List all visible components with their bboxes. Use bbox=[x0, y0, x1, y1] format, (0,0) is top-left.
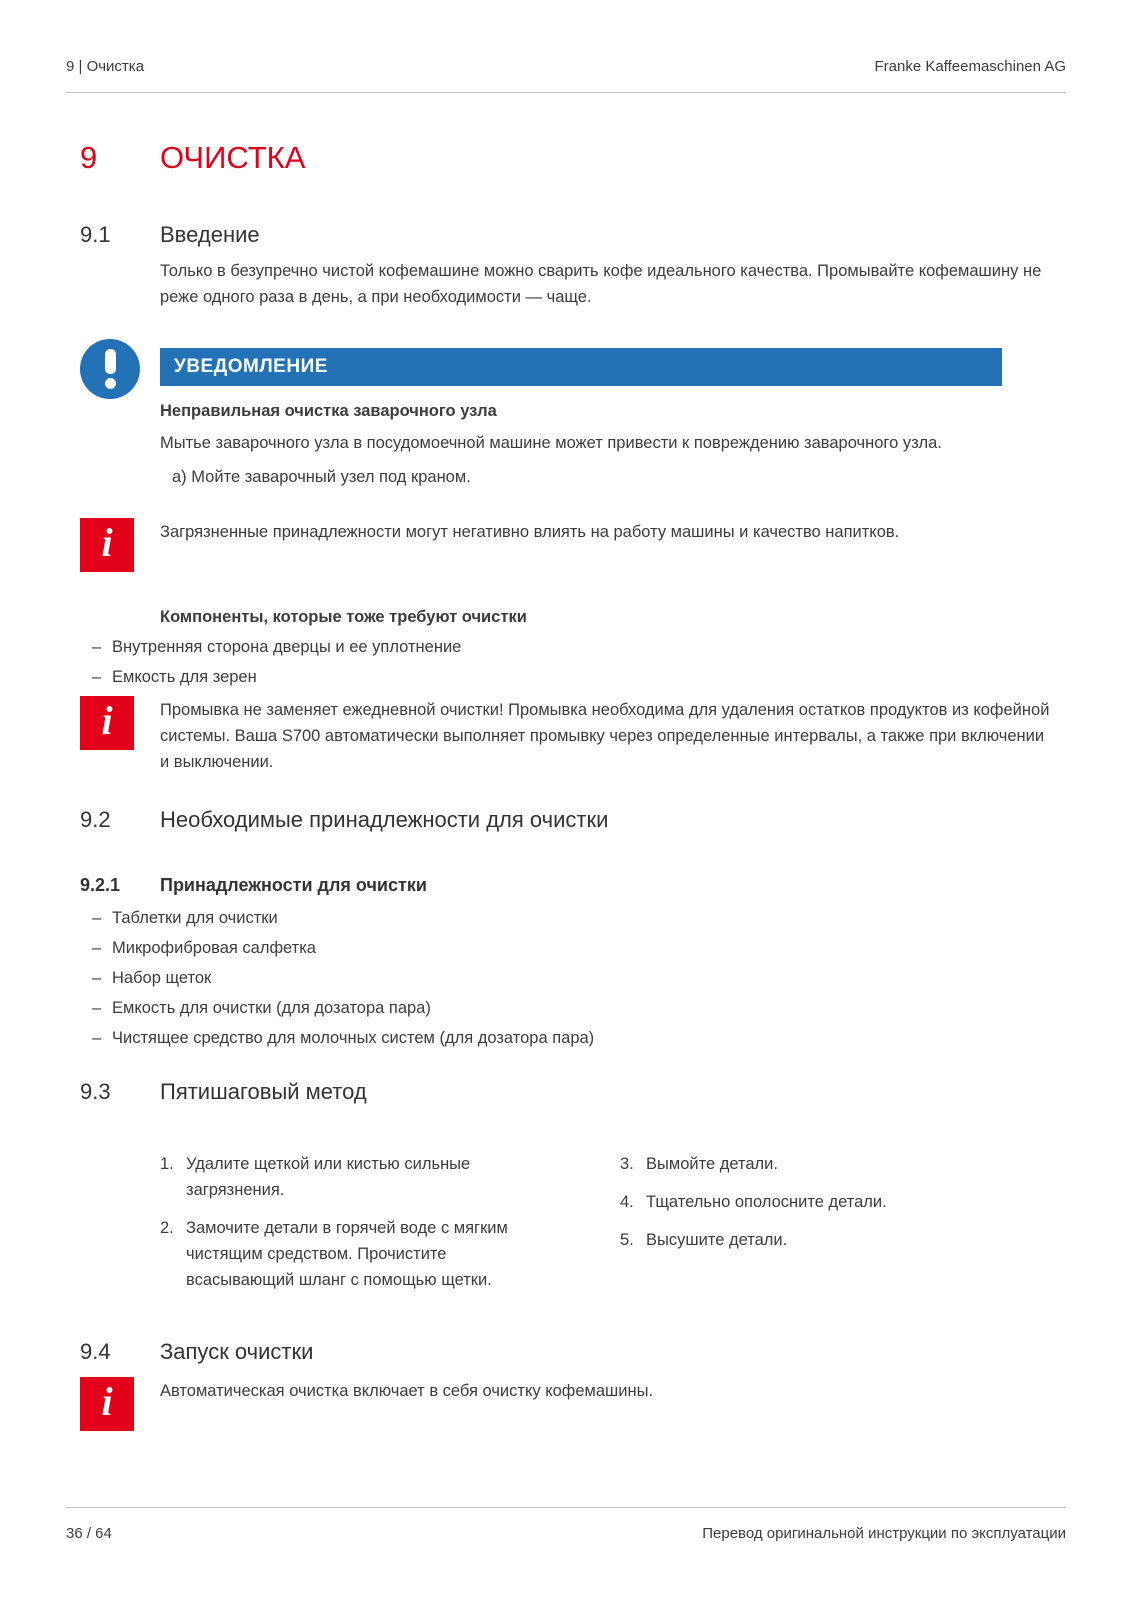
info-note-1-text: Загрязненные принадлежности могут негативно влиять на работу машины и качество напитков. bbox=[160, 523, 900, 541]
info-icon-glyph: i bbox=[101, 1379, 113, 1424]
step-item bbox=[160, 1215, 540, 1293]
accessories-list-item-text: Емкость для очистки (для дозатора пара) bbox=[112, 999, 431, 1017]
notice-banner bbox=[160, 348, 1002, 386]
info-icon bbox=[80, 518, 134, 572]
notice-action: a) Мойте заварочный узел под краном. bbox=[172, 468, 471, 486]
page-header bbox=[66, 0, 1066, 93]
step-item bbox=[160, 1151, 540, 1203]
components-list-item bbox=[92, 664, 1052, 690]
step-item bbox=[620, 1189, 1052, 1215]
step-number: 5. bbox=[620, 1231, 634, 1249]
info-note-3 bbox=[80, 1377, 1052, 1431]
steps-left-column bbox=[160, 1151, 620, 1305]
page-footer bbox=[66, 1507, 1066, 1544]
section-9-1-number: 9.1 bbox=[80, 222, 111, 247]
step-number: 2. bbox=[160, 1219, 174, 1237]
five-step-method bbox=[160, 1151, 1052, 1305]
chapter-number: 9 bbox=[80, 140, 98, 175]
dash-marker: – bbox=[92, 969, 102, 987]
exclamation-icon bbox=[80, 339, 140, 399]
info-icon-glyph: i bbox=[101, 520, 113, 565]
chapter-title: ОЧИСТКА bbox=[160, 140, 306, 175]
info-icon-glyph: i bbox=[101, 698, 113, 743]
section-9-1-title: Введение bbox=[160, 222, 260, 247]
step-text: Удалите щеткой или кистью сильные загрязнения. bbox=[186, 1155, 471, 1199]
step-text: Тщательно ополосните детали. bbox=[646, 1193, 887, 1211]
section-9-3-heading bbox=[80, 1079, 1052, 1105]
info-note-2 bbox=[80, 696, 1052, 775]
notice-block bbox=[80, 348, 1052, 490]
accessories-list-item bbox=[92, 965, 1052, 991]
accessories-list-item-text: Микрофибровая салфетка bbox=[112, 939, 316, 957]
info-note-2-text: Промывка не заменяет ежедневной очистки! Промывка необходима для удаления остатков продуктов из кофейной системы. Ваша S700 автоматически выполняет промывку через определенные интервалы, а также при включении и выключении. bbox=[160, 701, 1050, 771]
step-text: Вымойте детали. bbox=[646, 1155, 778, 1173]
accessories-list-item-text: Таблетки для очистки bbox=[112, 909, 278, 927]
dash-marker: – bbox=[92, 1029, 102, 1047]
accessories-list-item bbox=[92, 995, 1052, 1021]
step-item bbox=[620, 1151, 1052, 1177]
section-9-2-1-number: 9.2.1 bbox=[80, 875, 121, 895]
page-number: 36 / 64 bbox=[66, 1525, 112, 1542]
info-icon-column bbox=[80, 696, 160, 750]
info-icon bbox=[80, 1377, 134, 1431]
notice-text: Мытье заварочного узла в посудомоечной машине может привести к повреждению заварочного узла. bbox=[160, 434, 942, 452]
dash-marker: – bbox=[92, 638, 102, 656]
notice-banner-label: УВЕДОМЛЕНИЕ bbox=[174, 356, 328, 377]
footer-note: Перевод оригинальной инструкции по эксплуатации bbox=[702, 1525, 1066, 1542]
accessories-list-item bbox=[92, 935, 1052, 961]
step-text: Высушите детали. bbox=[646, 1231, 788, 1249]
dash-marker: – bbox=[92, 939, 102, 957]
page-content bbox=[80, 140, 1052, 1431]
step-number: 3. bbox=[620, 1155, 634, 1173]
accessories-list-item-text: Набор щеток bbox=[112, 969, 212, 987]
components-list-item bbox=[92, 634, 1052, 660]
step-item bbox=[620, 1227, 1052, 1253]
section-9-3-title: Пятишаговый метод bbox=[160, 1079, 367, 1104]
section-9-2-number: 9.2 bbox=[80, 807, 111, 832]
info-icon-column bbox=[80, 518, 160, 572]
info-icon-column bbox=[80, 1377, 160, 1431]
section-9-1-heading bbox=[80, 222, 1052, 248]
step-text: Замочите детали в горячей воде с мягким чистящим средством. Прочистите всасывающий шланг с помощью щетки. bbox=[186, 1219, 508, 1289]
step-number: 1. bbox=[160, 1155, 174, 1173]
header-company-label: Franke Kaffeemaschinen AG bbox=[874, 58, 1066, 75]
components-list-item-text: Емкость для зерен bbox=[112, 668, 257, 686]
section-9-2-title: Необходимые принадлежности для очистки bbox=[160, 807, 609, 832]
accessories-list bbox=[92, 905, 1052, 1051]
section-9-3-number: 9.3 bbox=[80, 1079, 111, 1104]
components-list bbox=[92, 634, 1052, 690]
info-note-1 bbox=[80, 518, 1052, 572]
section-9-2-heading bbox=[80, 807, 1052, 833]
components-list-item-text: Внутренняя сторона дверцы и ее уплотнение bbox=[112, 638, 462, 656]
dash-marker: – bbox=[92, 668, 102, 686]
dash-marker: – bbox=[92, 999, 102, 1017]
intro-paragraph: Только в безупречно чистой кофемашине можно сварить кофе идеального качества. Промывайте кофемашину не реже одного раза в день, а при необходимости — чаще. bbox=[160, 262, 1042, 306]
notice-body bbox=[160, 348, 1052, 490]
accessories-list-item bbox=[92, 1025, 1052, 1051]
info-icon bbox=[80, 696, 134, 750]
section-9-2-1-heading bbox=[80, 873, 1052, 897]
notice-subtitle: Неправильная очистка заварочного узла bbox=[160, 402, 497, 420]
section-9-4-title: Запуск очистки bbox=[160, 1339, 314, 1364]
step-number: 4. bbox=[620, 1193, 634, 1211]
header-chapter-label: 9 | Очистка bbox=[66, 58, 145, 75]
chapter-heading bbox=[80, 140, 1052, 176]
accessories-list-item bbox=[92, 905, 1052, 931]
info-note-3-text: Автоматическая очистка включает в себя очистку кофемашины. bbox=[160, 1382, 654, 1400]
dash-marker: – bbox=[92, 909, 102, 927]
section-9-2-1-title: Принадлежности для очистки bbox=[160, 875, 427, 895]
components-title: Компоненты, которые тоже требуют очистки bbox=[160, 608, 527, 626]
section-9-4-heading bbox=[80, 1339, 1052, 1365]
accessories-list-item-text: Чистящее средство для молочных систем (для дозатора пара) bbox=[112, 1029, 595, 1047]
steps-right-column bbox=[620, 1151, 1052, 1305]
notice-icon-column bbox=[80, 348, 160, 399]
exclamation-stem bbox=[105, 349, 116, 374]
section-9-4-number: 9.4 bbox=[80, 1339, 111, 1364]
exclamation-dot bbox=[105, 378, 116, 389]
